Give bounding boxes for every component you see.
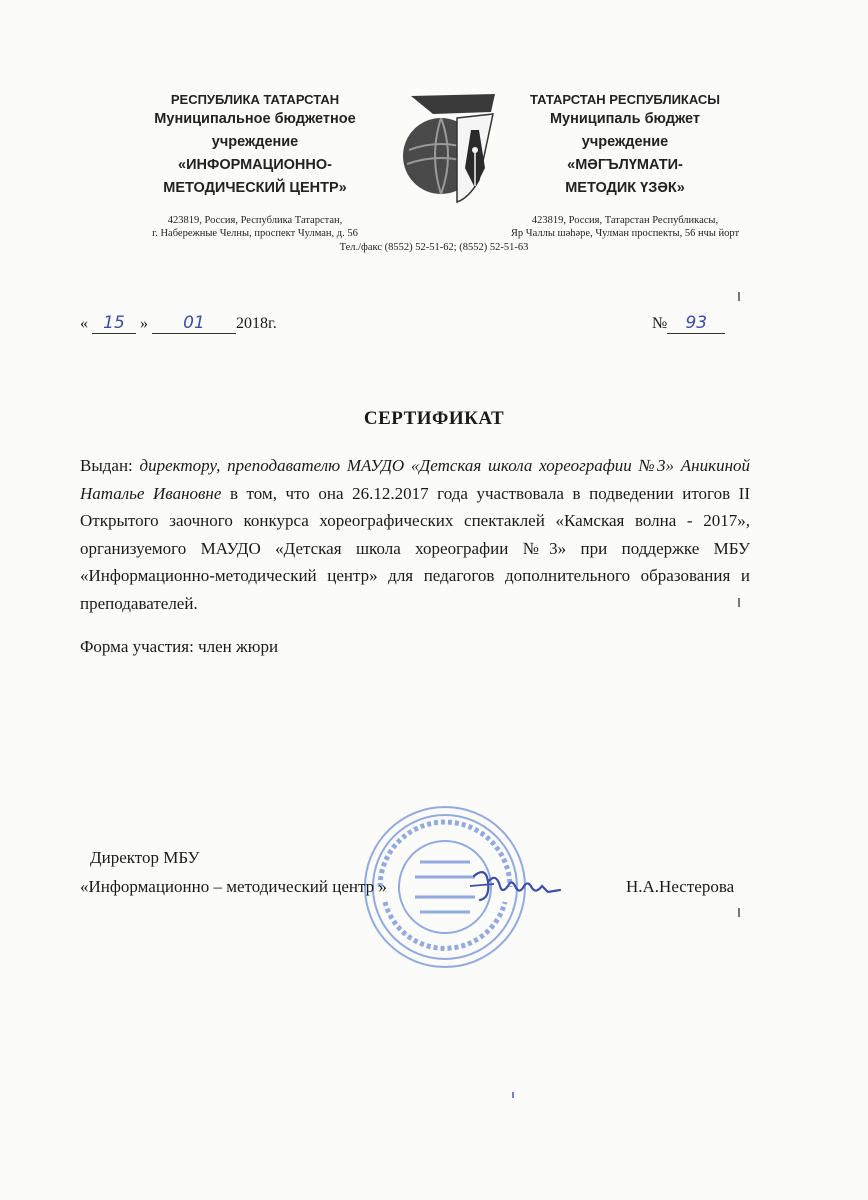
header-left-line: Муниципальное бюджетное — [154, 111, 356, 127]
handwritten-signature-icon — [466, 864, 566, 908]
date-line — [80, 313, 277, 334]
recipient-position: директору, преподавателю МАУДО «Детская школа хореографии №3» — [139, 456, 675, 475]
header-left — [110, 92, 400, 200]
header-right — [470, 92, 780, 200]
document-title: СЕРТИФИКАТ — [363, 408, 505, 429]
header-left-address — [110, 214, 400, 240]
header-left-country: РЕСПУБЛИКА ТАТАРСТАН — [170, 92, 340, 107]
signature-title-line1: Директор МБУ — [90, 848, 200, 867]
date-month: 01 — [152, 313, 236, 334]
certificate-body — [80, 452, 750, 617]
address-line: 423819, Россия, Татарстан Республикасы, — [531, 215, 719, 226]
header-right-line: МЕТОДИК ҮЗӘК» — [565, 180, 685, 196]
address-line: 423819, Россия, Республика Татарстан, — [167, 215, 343, 226]
date-day: 15 — [92, 313, 136, 334]
header-right-country: ТАТАРСТАН РЕСПУБЛИКАСЫ — [529, 92, 721, 107]
body-text: в том, что она 26.12.2017 года участвовала в подведении итогов II Открытого заочного конкурса хореографических спектаклей «Камская волна - 2017», организуемого МАУДО «Детская школа хореографии №3» при поддержке МБУ «Информационно-методический центр» для педагогов дополнительного образования и преподавателей. — [80, 483, 751, 613]
date-year: 2018г. — [236, 315, 277, 332]
address-line: г. Набережные Челны, проспект Чулман, д. 56 — [152, 228, 358, 239]
number-value: 93 — [667, 313, 725, 334]
header-left-line: «ИНФОРМАЦИОННО- — [178, 157, 332, 173]
header-left-line: учреждение — [211, 134, 299, 150]
quote-close: » — [140, 315, 148, 332]
signature-title-line2: «Информационно – методический центр » — [80, 877, 387, 896]
header-left-line: МЕТОДИЧЕСКИЙ ЦЕНТР» — [163, 180, 347, 196]
header-right-address — [470, 214, 780, 240]
director-name: Н.А.Нестерова — [626, 877, 735, 896]
phone-fax: Тел./факс (8552) 52-51-62; (8552) 52-51-63 — [339, 242, 529, 253]
recipient-name: Аникиной Наталье Ивановне — [80, 456, 751, 503]
document-number — [652, 313, 725, 334]
participation-form: Форма участия: член жюри — [80, 637, 279, 656]
header-right-line: Муниципаль бюджет — [549, 111, 701, 127]
header-right-line: учреждение — [581, 134, 669, 150]
quote-open: « — [80, 315, 88, 332]
issued-label: Выдан: — [80, 456, 133, 475]
number-sign: № — [652, 315, 668, 332]
header-right-line: «МӘГЪЛҮМАТИ- — [567, 157, 683, 173]
address-line: Яр Чаллы шәһәре, Чулман проспекты, 56 нчы йорт — [510, 228, 740, 239]
